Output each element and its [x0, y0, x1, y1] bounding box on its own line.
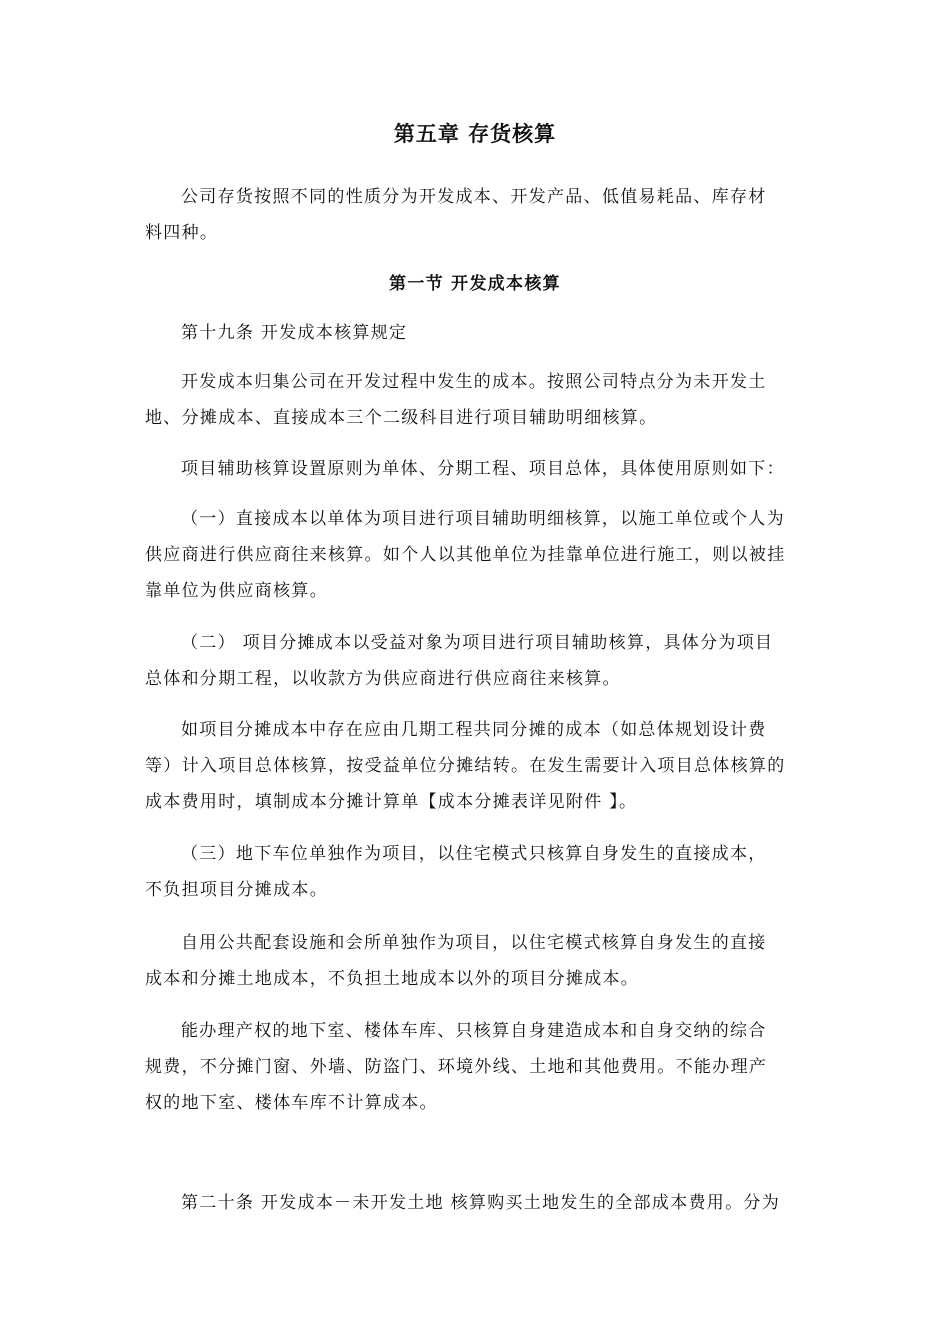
- article-19-heading-text: 第十九条 开发成本核算规定: [181, 323, 408, 343]
- paragraph-line: 成本费用时，填制成本分摊计算单【成本分摊表详见附件 】。: [145, 792, 638, 812]
- paragraph-line: 规费，不分摊门窗、外墙、防盗门、环境外线、土地和其他费用。不能办理产: [145, 1057, 768, 1077]
- article-20-paragraph: [145, 1185, 809, 1221]
- paragraph-line: （三）地下车位单独作为项目，以住宅模式只核算自身发生的直接成本，: [181, 844, 767, 864]
- intro-paragraph: [145, 179, 809, 251]
- paragraph-line: 地、分摊成本、直接成本三个二级科目进行项目辅助明细核算。: [145, 408, 658, 428]
- intro-line-1: 公司存货按照不同的性质分为开发成本、开发产品、低值易耗品、库存材: [181, 187, 767, 207]
- paragraph-line: 靠单位为供应商核算。: [145, 581, 328, 601]
- paragraph-item-3: [145, 836, 809, 908]
- paragraph-line: 项目辅助核算设置原则为单体、分期工程、项目总体，具体使用原则如下：: [181, 459, 785, 479]
- paragraph-public-facilities: [145, 925, 809, 997]
- paragraph-item-1: [145, 501, 809, 609]
- paragraph-line: 成本和分摊土地成本，不负担土地成本以外的项目分摊成本。: [145, 969, 640, 989]
- section-title: 第一节 开发成本核算: [389, 274, 561, 294]
- paragraph-line: 开发成本归集公司在开发过程中发生的成本。按照公司特点分为未开发土: [181, 372, 767, 392]
- paragraph-line: 权的地下室、楼体车库不计算成本。: [145, 1093, 438, 1113]
- paragraph-cost-collection: [145, 364, 809, 436]
- paragraph-aux-principles: [145, 451, 809, 487]
- paragraph-line: （二） 项目分摊成本以受益对象为项目进行项目辅助核算，具体分为项目: [181, 633, 774, 653]
- paragraph-line: 如项目分摊成本中存在应由几期工程共同分摊的成本（如总体规划设计费: [181, 720, 767, 740]
- paragraph-line: 供应商进行供应商往来核算。如个人以其他单位为挂靠单位进行施工，则以被挂: [145, 545, 786, 565]
- article-19-heading: [145, 315, 809, 351]
- paragraph-line: 自用公共配套设施和会所单独作为项目，以住宅模式核算自身发生的直接: [181, 933, 767, 953]
- paragraph-shared-cost: [145, 712, 809, 820]
- paragraph-line: （一）直接成本以单体为项目进行项目辅助明细核算，以施工单位或个人为: [181, 509, 785, 529]
- chapter-title: 第五章 存货核算: [393, 122, 557, 146]
- intro-line-2: 料四种。: [145, 223, 219, 243]
- paragraph-line: 第二十条 开发成本－未开发土地 核算购买土地发生的全部成本费用。分为: [181, 1193, 781, 1213]
- paragraph-line: 等）计入项目总体核算，按受益单位分摊结转。在发生需要计入项目总体核算的: [145, 756, 786, 776]
- paragraph-line: 总体和分期工程，以收款方为供应商进行供应商往来核算。: [145, 669, 621, 689]
- paragraph-basement: [145, 1013, 809, 1121]
- paragraph-line: 不负担项目分摊成本。: [145, 880, 328, 900]
- paragraph-line: 能办理产权的地下室、楼体车库、只核算自身建造成本和自身交纳的综合: [181, 1021, 767, 1041]
- paragraph-item-2: [145, 625, 809, 697]
